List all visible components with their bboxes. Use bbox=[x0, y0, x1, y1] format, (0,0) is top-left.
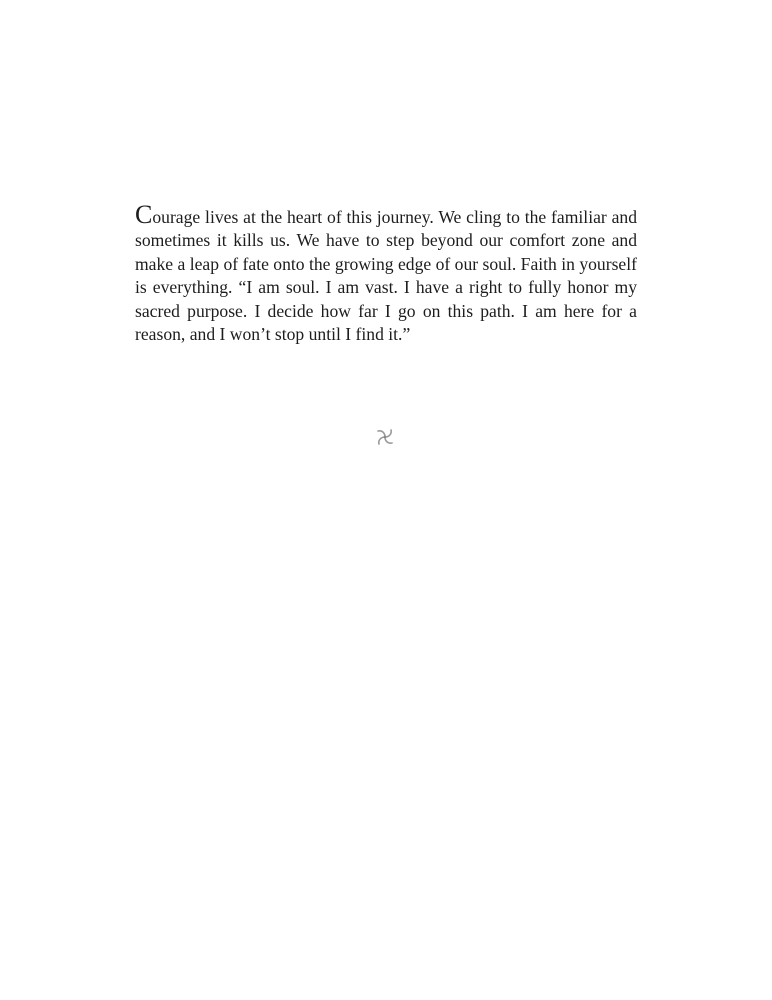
paragraph-text: ourage lives at the heart of this journey. We cling to the familiar and sometimes it kills us. We have to step beyond our comfort zone and make a leap of fate onto the growing edge of our soul. Faith in yourself is everything. “I am soul. I am vast. I have a right to fully honor my sacred purpose. I decide how far I go on this path. I am here for a reason, and I won’t stop until I find it.” bbox=[135, 206, 637, 345]
body-paragraph bbox=[135, 199, 637, 347]
swirl-ornament-icon bbox=[373, 425, 397, 449]
drop-initial: C bbox=[135, 199, 153, 229]
ornament-svg bbox=[373, 425, 397, 449]
